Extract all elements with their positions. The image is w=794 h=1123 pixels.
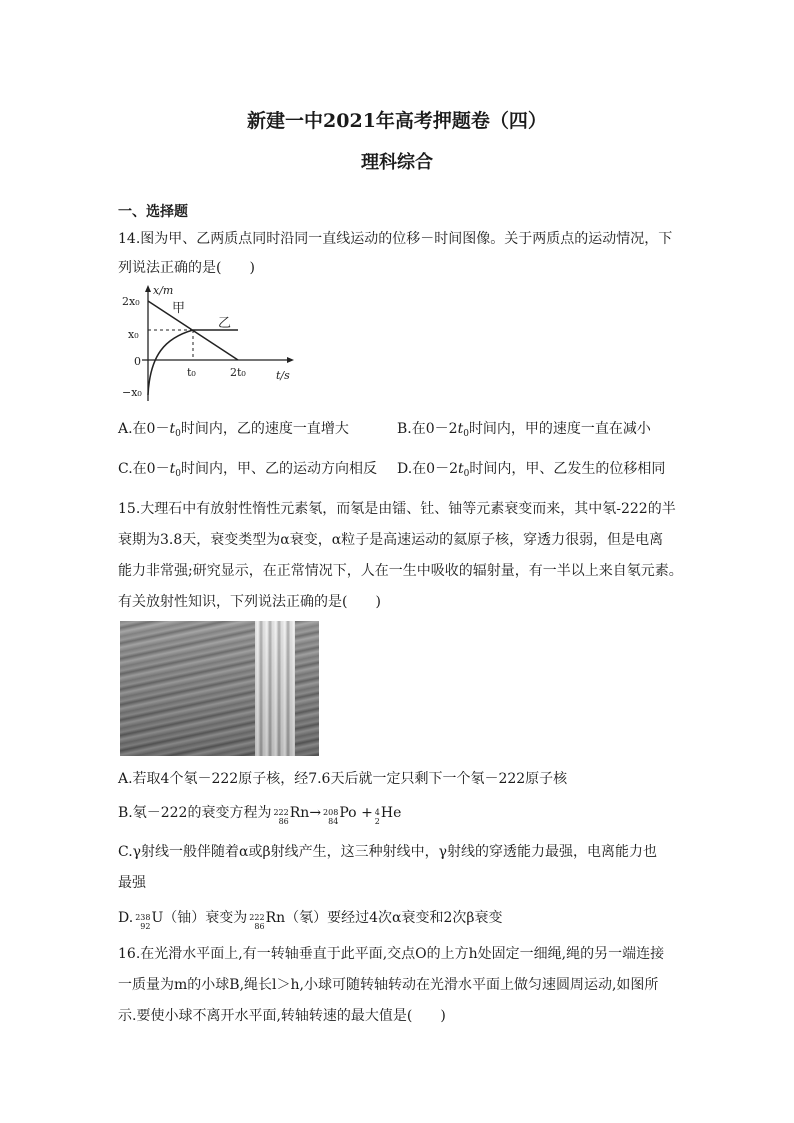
y-tick-0: 0	[134, 355, 141, 368]
q15-stem-line3: 能力非常强;研究显示，在正常情况下，人在一生中吸收的辐射量，有一半以上来自氡元素。	[118, 563, 683, 579]
q15-stem-line1: 15.大理石中有放射性惰性元素氡，而氡是由镭、钍、铀等元素衰变而来，其中氡-222的半	[118, 501, 676, 517]
q16-stem-line2: 一质量为m的小球B,绳长l＞h,小球可随转轴转动在光滑水平面上做匀速圆周运动,如图所	[118, 977, 659, 993]
y-tick-2x0: 2x₀	[122, 295, 140, 308]
q15-option-d: D. 238 92 U（铀）衰变为 222 86 Rn（氡）要经过4次α衰变和2次β衰变	[118, 910, 503, 931]
q14-displacement-time-graph	[120, 283, 300, 405]
q14-option-b: B.在$0-2t_0$时间内，甲的速度一直在减小	[397, 421, 651, 439]
q15-option-a: A.若取4个氡－222原子核，经7.6天后就一定只剩下一个氡－222原子核	[118, 771, 568, 787]
q14-option-c: C.在$0-t_0$时间内，甲、乙的运动方向相反	[118, 461, 377, 479]
q14-stem-line2: 列说法正确的是( )	[118, 260, 255, 276]
q15-stem-line4: 有关放射性知识，下列说法正确的是( )	[118, 594, 381, 610]
label-jia: 甲	[172, 301, 186, 316]
y-axis-label: x/m	[153, 284, 174, 297]
q15-option-b: B.氡－222的衰变方程为 222 86 Rn→ 208 84 Po + 4 2 He	[118, 805, 402, 826]
x-tick-2t0: 2t₀	[230, 366, 246, 379]
q14-stem-line1: 14.图为甲、乙两质点同时沿同一直线运动的位移－时间图像。关于两质点的运动情况，下	[118, 231, 673, 247]
x-axis-arrow	[287, 357, 294, 363]
q14-option-d: D.在$0-2t_0$时间内，甲、乙发生的位移相同	[397, 461, 666, 479]
exam-title: 新建一中2021年高考押题卷（四）	[247, 110, 547, 132]
q16-stem-line3: 示.要使小球不离开水平面,转轴转速的最大值是( )	[118, 1008, 446, 1024]
q16-stem-line1: 16.在光滑水平面上,有一转轴垂直于此平面,交点O的上方h处固定一细绳,绳的另一端连接	[118, 946, 665, 962]
curve-yi	[148, 330, 238, 395]
q15-stem-line2: 衰期为3.8天，衰变类型为α衰变，α粒子是高速运动的氦原子核，穿透力很弱，但是电离	[118, 532, 664, 548]
q15-option-c-line1: C.γ射线一般伴随着α或β射线产生，这三种射线中，γ射线的穿透能力最强，电离能力也	[118, 844, 657, 860]
q15-option-c-line2: 最强	[118, 875, 146, 891]
exam-subtitle: 理科综合	[361, 152, 433, 173]
y-tick-neg-x0: −x₀	[122, 386, 142, 399]
x-tick-t0: t₀	[187, 366, 196, 379]
marble-photo	[120, 621, 319, 756]
x-axis-label: t/s	[276, 369, 290, 382]
label-yi: 乙	[218, 316, 232, 331]
y-axis-arrow	[145, 285, 151, 292]
y-tick-x0: x₀	[128, 328, 139, 341]
section-heading: 一、选择题	[118, 204, 188, 220]
q14-option-a: A.在$0-t_0$时间内，乙的速度一直增大	[118, 421, 349, 439]
